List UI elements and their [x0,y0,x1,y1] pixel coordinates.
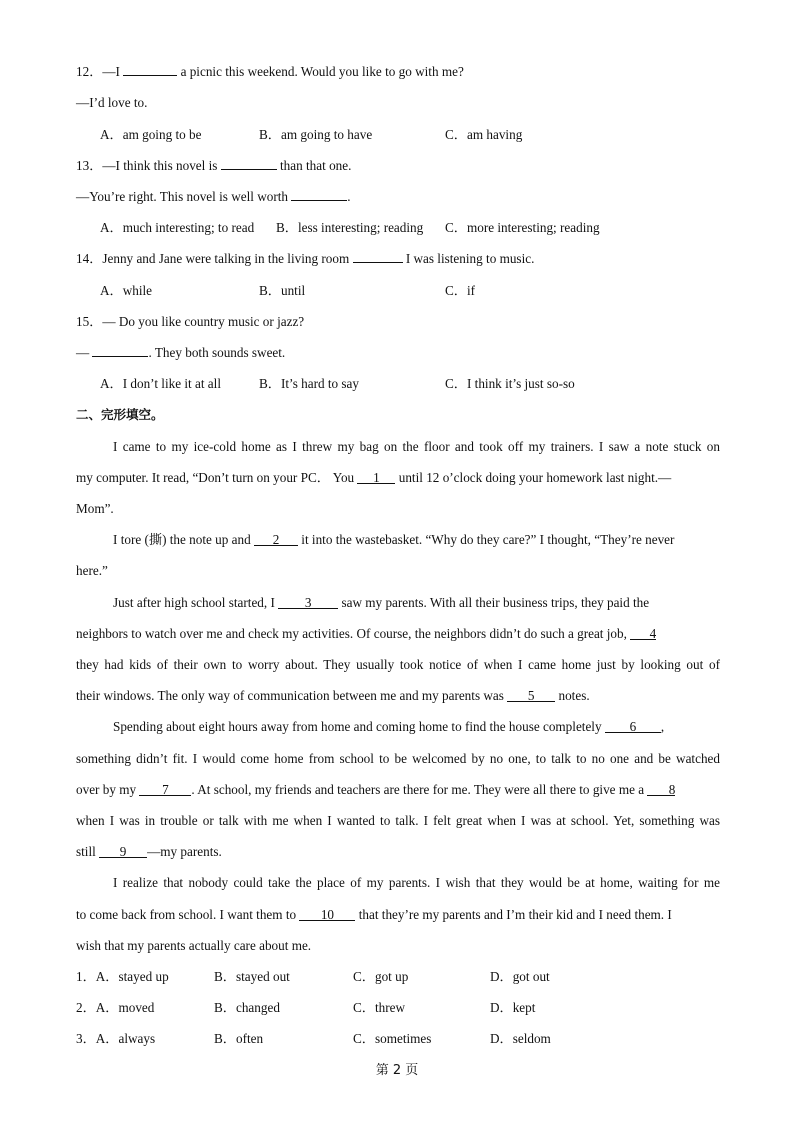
passage-line: I came to my ice-cold home as I threw my bag on the floor and took off my trainers. I saw a note stuck on [113,439,720,454]
page-number: 第 2 页 [375,1063,419,1078]
option-d: D．seldom [490,1031,551,1046]
option-b: B．less interesting; reading [276,220,424,235]
question-15: 15．— Do you like country music or jazz? [76,314,305,329]
passage-text: until 12 o’clock doing your homework last night.— [395,470,672,485]
passage-line [76,469,720,487]
cloze-blank: 9 [99,845,147,858]
passage-line [113,594,757,612]
passage-line: they had kids of their own to worry about. They usually took notice of when I came home just by looking out of [76,657,720,672]
passage-line [113,718,757,736]
passage-text: —my parents. [147,844,222,859]
question-text: 14．Jenny and Jane were talking in the living room [76,251,353,266]
answer-blank [221,157,277,170]
answer-blank [123,63,177,76]
question-text: 13．—I think this novel is [76,158,221,173]
passage-text: still [76,844,100,859]
passage-line [76,687,720,705]
passage-text: neighbors to watch over me and check my activities. Of course, the neighbors didn’t do such a great job, [76,626,631,641]
option-a: 3．A．always [76,1031,156,1046]
option-b: B．am going to have [259,127,373,142]
answer-blank [353,250,403,263]
reply-text: — [76,345,93,360]
passage-text: to come back from school. I want them to [76,907,300,922]
passage-line [76,843,720,861]
option-c: C．I think it’s just so-so [445,376,575,391]
option-a: A．much interesting; to read [100,220,255,235]
question-12-reply: —I’d love to. [76,95,148,110]
passage-line: here.” [76,563,108,578]
passage-line: wish that my parents actually care about me. [76,938,312,953]
cloze-blank: 10 [299,908,355,921]
question-15-reply [76,344,720,362]
cloze-blank: 4 [630,627,656,640]
passage-text: over by my [76,782,140,797]
passage-text: that they’re my parents and I’m their kid and I need them. I [355,907,672,922]
passage-line: something didn’t fit. I would come home from school to be welcomed by no one, to talk to no one and be watched [76,751,720,766]
option-a: 1．A．stayed up [76,969,169,984]
answer-blank [291,188,347,201]
passage-line: I realize that nobody could take the place of my parents. I wish that they would be at home, waiting for me [113,875,720,890]
question-12 [76,63,720,81]
option-c: C．more interesting; reading [445,220,600,235]
answer-blank [92,344,148,357]
question-text: than that one. [276,158,352,173]
passage-text: I tore (撕) the note up and [113,532,254,547]
option-b: B．It’s hard to say [259,376,359,391]
option-b: B．changed [214,1000,280,1015]
question-14 [76,250,720,268]
option-b: B．often [214,1031,264,1046]
question-13 [76,157,720,175]
passage-text: , [660,719,665,734]
option-b: B．until [259,283,306,298]
passage-line [76,625,720,643]
section-heading: 二、完形填空。 [76,407,164,422]
passage-line: Mom”. [76,501,114,516]
option-d: D．kept [490,1000,536,1015]
question-text: 12．—I [76,64,124,79]
question-text: I was listening to music. [402,251,535,266]
passage-text: Spending about eight hours away from home and coming home to find the house completely [113,719,605,734]
passage-text: Just after high school started, I [113,595,279,610]
passage-text: notes. [555,688,590,703]
question-13-reply [76,188,720,206]
option-c: C．threw [353,1000,406,1015]
cloze-blank: 8 [647,783,675,796]
cloze-blank: 6 [605,720,661,733]
passage-line: when I was in trouble or talk with me when I wanted to talk. I felt great when I was at school. Yet, something was [76,813,720,828]
cloze-blank: 5 [507,689,555,702]
option-a: A．I don’t like it at all [100,376,221,391]
option-a: A．while [100,283,153,298]
cloze-blank: 1 [357,471,395,484]
option-c: C．am having [445,127,523,142]
reply-text: . They both sounds sweet. [148,345,286,360]
option-a: 2．A．moved [76,1000,155,1015]
option-c: C．if [445,283,476,298]
cloze-blank: 7 [139,783,191,796]
reply-text: . [347,189,351,204]
passage-text: their windows. The only way of communication between me and my parents was [76,688,508,703]
passage-text: . At school, my friends and teachers are there for me. They were all there to give me a [191,782,648,797]
passage-line [113,531,757,549]
option-d: D．got out [490,969,550,984]
option-b: B．stayed out [214,969,290,984]
option-c: C．sometimes [353,1031,432,1046]
cloze-blank: 3 [278,596,338,609]
option-c: C．got up [353,969,409,984]
question-text: a picnic this weekend. Would you like to go with me? [177,64,464,79]
reply-text: —You’re right. This novel is well worth [76,189,292,204]
cloze-blank: 2 [254,533,298,546]
passage-line [76,781,720,799]
option-a: A．am going to be [100,127,202,142]
passage-text: it into the wastebasket. “Why do they care?” I thought, “They’re never [298,532,675,547]
passage-text: saw my parents. With all their business trips, they paid the [338,595,650,610]
passage-line [76,906,720,924]
passage-text: my computer. It read, “Don’t turn on your PC． You [76,470,358,485]
